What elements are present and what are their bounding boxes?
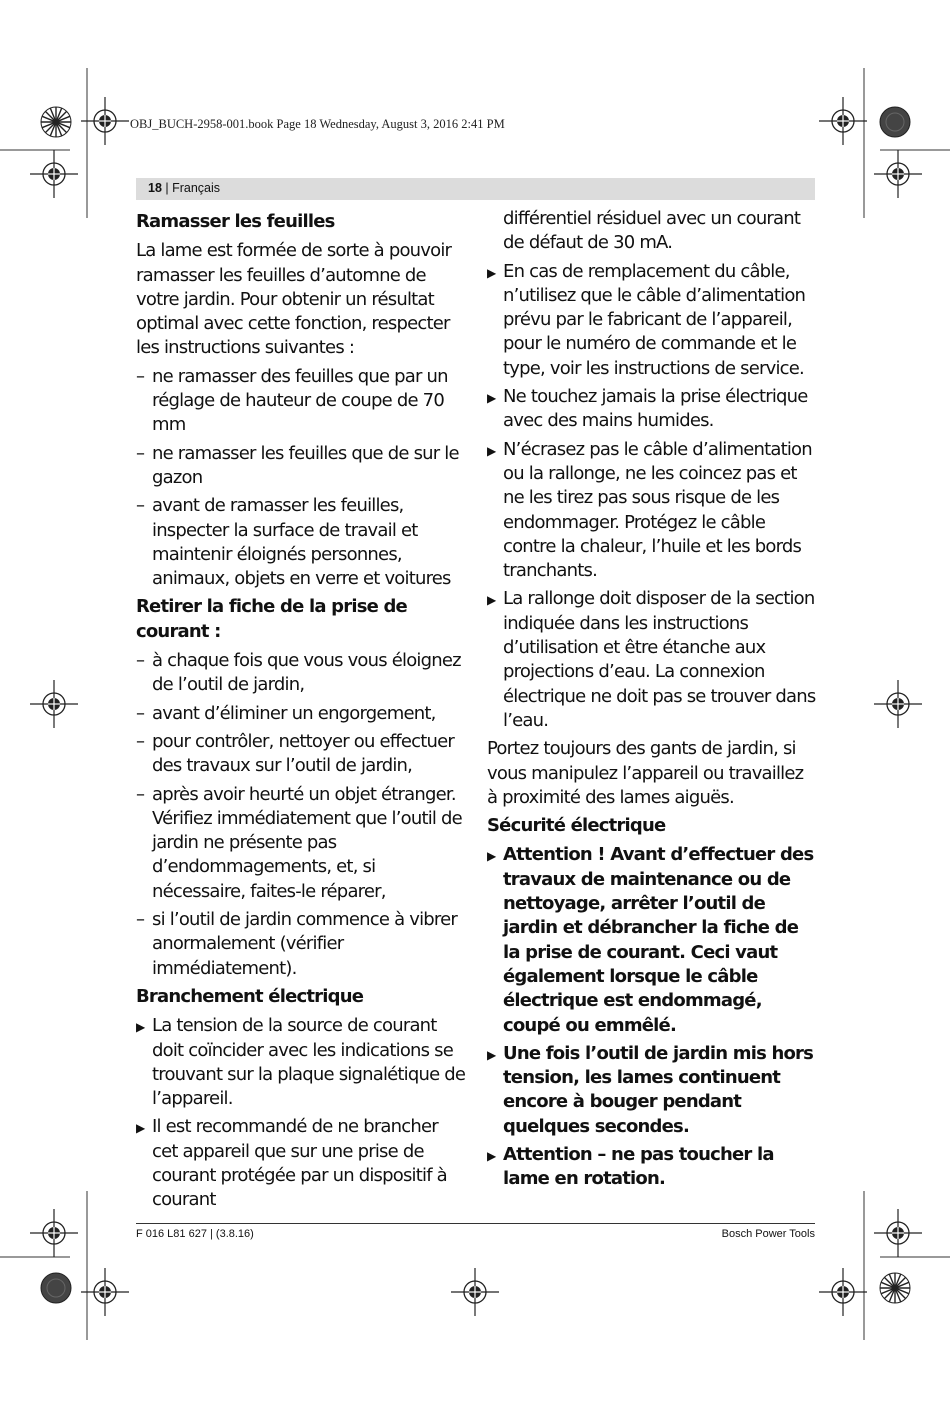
dash-marker: – <box>136 650 145 672</box>
list-item: ▶ N’écrasez pas le câble d’alimentation ou la rallonge, ne les coincez pas et ne les tirez pas sous risque de les endommager. Protégez le câble contre la chaleur, l’huile et les bords tranchants. <box>487 438 812 582</box>
electric-list <box>136 1014 466 1212</box>
footer-brand: Bosch Power Tools <box>721 1228 815 1240</box>
page-header <box>148 181 220 195</box>
list-item: ▶ La tension de la source de courant doit coïncider avec les indications se trouvant sur la plaque signalétique de l’appareil. <box>136 1015 466 1110</box>
list-item: – avant de ramasser les feuilles, inspecter la surface de travail et maintenir éloignés personnes, animaux, objets en verre et voitures <box>136 495 451 590</box>
triangle-bullet-icon: ▶ <box>487 1148 496 1163</box>
list-item: ▶ La rallonge doit disposer de la section indiquée dans les instructions d’utilisation et être étanche aux projections d’eau. La connexion électrique ne doit pas se trouver dans l’eau. <box>487 588 816 731</box>
unplug-list <box>136 649 466 981</box>
paragraph-lame: La lame est formée de sorte à pouvoir ramasser les feuilles d’automne de votre jardin. Pour obtenir un résultat optimal avec cette fonction, respecter les instructions suivantes : <box>136 240 452 359</box>
triangle-bullet-icon: ▶ <box>487 265 496 280</box>
triangle-bullet-icon: ▶ <box>487 443 496 458</box>
continued-list <box>487 207 817 733</box>
list-item: – ne ramasser des feuilles que par un réglage de hauteur de coupe de 70 mm <box>136 365 448 436</box>
list-item: ▶ Une fois l’outil de jardin mis hors tension, les lames continuent encore à bouger pendant quelques secondes. <box>487 1042 814 1137</box>
triangle-bullet-icon: ▶ <box>487 593 496 608</box>
heading-ramasser-feuilles: Ramasser les feuilles <box>136 211 335 232</box>
list-item: ▶ Ne touchez jamais la prise électrique avec des mains humides. <box>487 386 808 432</box>
dash-marker: – <box>136 783 145 805</box>
left-column <box>136 207 466 1217</box>
list-item: ▶ Attention ! Avant d’effectuer des travaux de maintenance ou de nettoyage, arrêter l’outil de jardin et débrancher la fiche de la prise de courant. Ceci vaut également lorsque le câble électrique est endommagé, coupé ou emmêlé. <box>487 844 814 1036</box>
footer-rule <box>136 1223 815 1224</box>
triangle-bullet-icon: ▶ <box>136 1121 145 1136</box>
print-slug: OBJ_BUCH-2958-001.book Page 18 Wednesday, August 3, 2016 2:41 PM <box>130 117 505 131</box>
paragraph-gants: Portez toujours des gants de jardin, si vous manipulez l’appareil ou travaillez à proximité des lames aiguës. <box>487 738 804 808</box>
safety-list <box>487 843 817 1191</box>
dash-marker: – <box>136 442 145 464</box>
list-item: – si l’outil de jardin commence à vibrer anormalement (vérifier immédiatement). <box>136 909 457 979</box>
header-bar <box>136 178 815 200</box>
triangle-bullet-icon: ▶ <box>136 1020 145 1035</box>
triangle-bullet-icon: ▶ <box>487 1047 496 1062</box>
header-language: Français <box>172 181 221 195</box>
dash-marker: – <box>136 702 145 724</box>
page-number: 18 <box>148 181 162 195</box>
leaf-list <box>136 365 466 592</box>
list-item-continued: différentiel résiduel avec un courant de défaut de 30 mA. <box>503 208 801 254</box>
dash-marker: – <box>136 365 145 387</box>
list-item: ▶ Attention – ne pas toucher la lame en rotation. <box>487 1143 774 1190</box>
list-item: ▶ Il est recommandé de ne brancher cet appareil que sur une prise de courant protégée par un dispositif à courant <box>136 1116 447 1211</box>
footer-doc-number: F 016 L81 627 | (3.8.16) <box>136 1228 254 1240</box>
dash-marker: – <box>136 730 145 752</box>
list-item: – après avoir heurté un objet étranger. Vérifiez immédiatement que l’outil de jardin ne présente pas d’endommagements, et, si nécessaire, faites-le réparer, <box>136 783 462 902</box>
heading-branchement: Branchement électrique <box>136 985 364 1007</box>
right-column <box>487 207 817 1196</box>
triangle-bullet-icon: ▶ <box>487 849 496 864</box>
list-item: – avant d’éliminer un engorgement, <box>136 702 466 726</box>
dash-marker: – <box>136 495 145 517</box>
list-item: – pour contrôler, nettoyer ou effectuer des travaux sur l’outil de jardin, <box>136 730 454 777</box>
header-separator: | <box>161 181 173 195</box>
list-item: – à chaque fois que vous vous éloignez de l’outil de jardin, <box>136 650 461 696</box>
heading-securite-electrique: Sécurité électrique <box>487 815 666 837</box>
list-item: – ne ramasser les feuilles que de sur le gazon <box>136 442 459 488</box>
dash-marker: – <box>136 909 145 931</box>
triangle-bullet-icon: ▶ <box>487 391 496 406</box>
heading-retirer-fiche: Retirer la fiche de la prise de courant : <box>136 596 407 642</box>
list-item: ▶ En cas de remplacement du câble, n’utilisez que le câble d’alimentation prévu par le fabricant de l’appareil, pour le numéro de commande et le type, voir les instructions de service. <box>487 260 806 379</box>
